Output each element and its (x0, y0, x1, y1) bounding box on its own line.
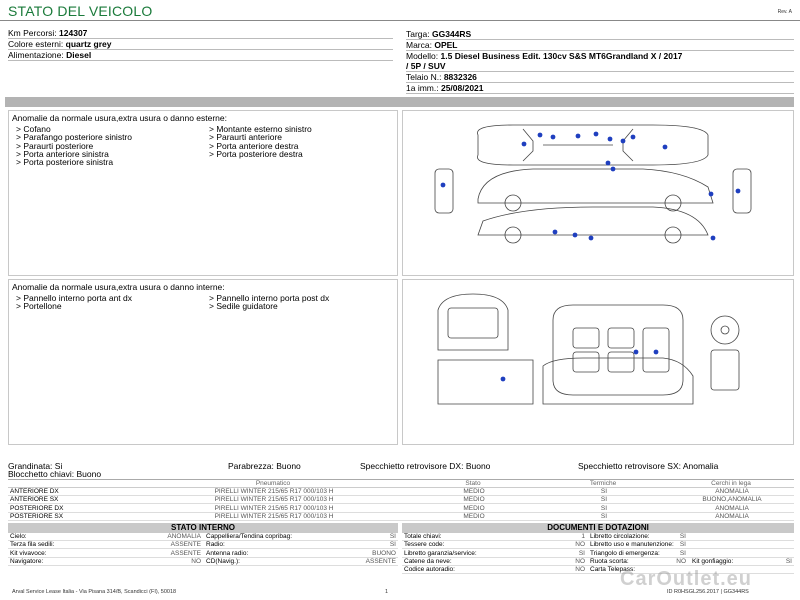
tyre-cerchi: ANOMALIA (715, 504, 749, 512)
marca-field: Marca: OPEL (406, 40, 458, 50)
exterior-title: Anomalie da normale usura,extra usura o danno esterne: (12, 113, 227, 123)
field-label: Radio: (206, 541, 225, 549)
field-value: NO (676, 557, 686, 565)
table-row (8, 541, 398, 549)
field-label: Kit gonfiaggio: (692, 557, 734, 565)
list-item: > Montante esterno sinistro (209, 124, 312, 134)
table-row (402, 541, 794, 549)
tyre-model: PIRELLI WINTER 215/65 R17 000/103 H (214, 488, 334, 495)
modello-field-cont: / 5P / SUV (406, 61, 446, 71)
table-row (8, 550, 398, 558)
header-termiche: Termiche (589, 480, 617, 487)
list-item: > Porta anteriore destra (209, 140, 299, 151)
list-item: > Paraurti posteriore (16, 140, 94, 151)
modello-field: Modello: 1.5 Diesel Business Edit. 130cv S&S MT6Grandland X / 2017 (406, 51, 683, 61)
exterior-list-2 (209, 125, 312, 158)
list-item: > Cofano (16, 124, 51, 134)
field-label: CD(Navig.): (206, 557, 240, 565)
interior-damage-panel (8, 279, 398, 445)
tyre-stato: MEDIO (463, 504, 485, 512)
list-item: > Pannello interno porta post dx (209, 293, 330, 303)
tyre-position: ANTERIORE SX (10, 496, 59, 504)
table-row (8, 513, 794, 521)
field-value: NO (575, 566, 585, 574)
tyres-table (8, 479, 794, 521)
field-label: Tessere code: (404, 541, 445, 549)
field-label: Cielo: (10, 533, 27, 540)
divider (406, 93, 794, 94)
field-label: Kit vivavoce: (10, 549, 47, 557)
field-value: SI (679, 541, 686, 549)
list-item: > Porta anteriore sinistra (16, 148, 109, 159)
field-label: Codice autoradio: (404, 566, 455, 574)
field-label: Antenna radio: (206, 549, 249, 557)
list-item: > Pannello interno porta ant dx (16, 293, 133, 303)
stato-interno-title: STATO INTERNO (8, 523, 398, 533)
divider (406, 39, 794, 40)
tyre-position: ANTERIORE DX (10, 488, 59, 495)
header-cerchi: Cerchi in lega (711, 480, 751, 487)
tyre-cerchi: ANOMALIA (715, 488, 749, 495)
table-row (402, 533, 794, 541)
table-row (402, 558, 794, 566)
header-divider (0, 20, 800, 21)
footer-reference: ID R0HSGL256.2017 | GG344RS (667, 589, 749, 595)
field-label: Libretto garanzia/service: (404, 549, 477, 557)
page-title: STATO DEL VEICOLO (8, 3, 153, 19)
footer-page-number: 1 (385, 589, 389, 595)
field-value: ASSENTE (170, 541, 201, 549)
tyre-cerchi: BUONO,ANOMALIA (702, 496, 762, 504)
field-value: NO (575, 541, 585, 549)
field-value: 1 (581, 533, 585, 540)
field-label: Totale chiavi: (404, 533, 442, 540)
interior-list-1 (16, 294, 132, 311)
stato-interno-table (8, 523, 398, 567)
table-row (8, 488, 794, 496)
alimentazione-field: Alimentazione: Diesel (8, 50, 92, 60)
table-row (8, 505, 794, 513)
section-bar (5, 97, 794, 107)
specchio-dx-value: Specchietto retrovisore DX: Buono (360, 461, 491, 471)
documenti-title: DOCUMENTI E DOTAZIONI (402, 523, 794, 533)
field-label: Triangolo di emergenza: (590, 549, 660, 557)
blocchetto-value: Blocchetto chiavi: Buono (8, 469, 102, 479)
header-pneumatico: Pneumatico (255, 480, 291, 487)
tyre-model: PIRELLI WINTER 215/65 R17 000/103 H (214, 496, 334, 504)
field-value: SI (679, 533, 686, 540)
header-stato: Stato (465, 480, 481, 487)
field-value: SI (679, 549, 686, 557)
targa-field: Targa: GG344RS (406, 29, 472, 39)
revision-label: Rev. A (777, 9, 792, 15)
colore-field: Colore esterni: quartz grey (8, 39, 112, 49)
car-exterior-diagram (403, 111, 793, 275)
table-row (8, 558, 398, 566)
field-label: Cappelliera/Tendina copribag: (206, 533, 293, 540)
exterior-damage-panel (8, 110, 398, 276)
tyre-position: POSTERIORE SX (10, 512, 64, 520)
field-label: Navigatore: (10, 557, 44, 565)
field-value: BUONO (372, 549, 396, 557)
tyre-termiche: SI (600, 512, 608, 520)
list-item: > Parafango posteriore sinistro (16, 132, 132, 143)
field-label: Carta Telepass: (590, 566, 636, 574)
field-value: SI (389, 533, 396, 540)
field-label: Libretto uso e manutenzione: (590, 541, 674, 549)
tyre-termiche: SI (600, 488, 608, 495)
list-item: > Portellone (16, 301, 62, 312)
table-header (8, 480, 794, 488)
watermark-logo: CarOutlet.eu (620, 568, 753, 590)
field-value: SI (389, 541, 396, 549)
interior-title: Anomalie da normale usura,extra usura o danno interne: (12, 282, 225, 292)
exterior-list-1 (16, 125, 132, 166)
field-label: Catene da neve: (404, 557, 452, 565)
field-value: ASSENTE (170, 549, 201, 557)
grandinata-value: Grandinata: Si (8, 461, 63, 471)
tyre-stato: MEDIO (463, 512, 485, 520)
footer-address: Arval Service Lease Italia - Via Pisana 314/B, Scandicci (FI), 50018 (12, 589, 177, 595)
list-item: > Porta posteriore destra (209, 148, 303, 159)
parabrezza-value: Parabrezza: Buono (228, 461, 301, 471)
table-row (402, 550, 794, 558)
specchio-sx-value: Specchietto retrovisore SX: Anomalia (578, 461, 719, 471)
tyre-stato: MEDIO (463, 496, 485, 504)
telaio-field: Telaio N.: 8832326 (406, 72, 477, 82)
table-row (8, 533, 398, 541)
field-value: ASSENTE (365, 557, 396, 565)
list-item: > Paraurti anteriore (209, 132, 282, 143)
field-value: NO (191, 557, 201, 565)
field-label: Terza fila sedili: (10, 541, 55, 549)
interior-list-2 (209, 294, 329, 311)
tyre-termiche: SI (600, 496, 608, 504)
field-value: SI (785, 557, 792, 565)
tyre-termiche: SI (600, 504, 608, 512)
table-row (8, 496, 794, 504)
interior-diagram-panel (402, 279, 794, 445)
field-label: Ruota scorta: (590, 557, 629, 565)
tyre-model: PIRELLI WINTER 215/65 R17 000/103 H (214, 512, 334, 520)
immatricolazione-field: 1a imm.: 25/08/2021 (406, 83, 484, 93)
list-item: > Porta posteriore sinistra (16, 157, 114, 168)
exterior-diagram-panel (402, 110, 794, 276)
km-field: Km Percorsi: 124307 (8, 28, 88, 38)
tyre-position: POSTERIORE DX (10, 504, 64, 512)
field-label: Libretto circolazione: (590, 533, 650, 540)
field-value: SI (578, 549, 585, 557)
tyre-cerchi: ANOMALIA (715, 512, 749, 520)
tyre-stato: MEDIO (463, 488, 485, 495)
tyre-model: PIRELLI WINTER 215/65 R17 000/103 H (214, 504, 334, 512)
field-value: NO (575, 557, 585, 565)
divider (8, 60, 393, 61)
field-value: ANOMALIA (167, 533, 201, 540)
list-item: > Sedile guidatore (209, 301, 278, 312)
car-interior-diagram (403, 280, 793, 444)
